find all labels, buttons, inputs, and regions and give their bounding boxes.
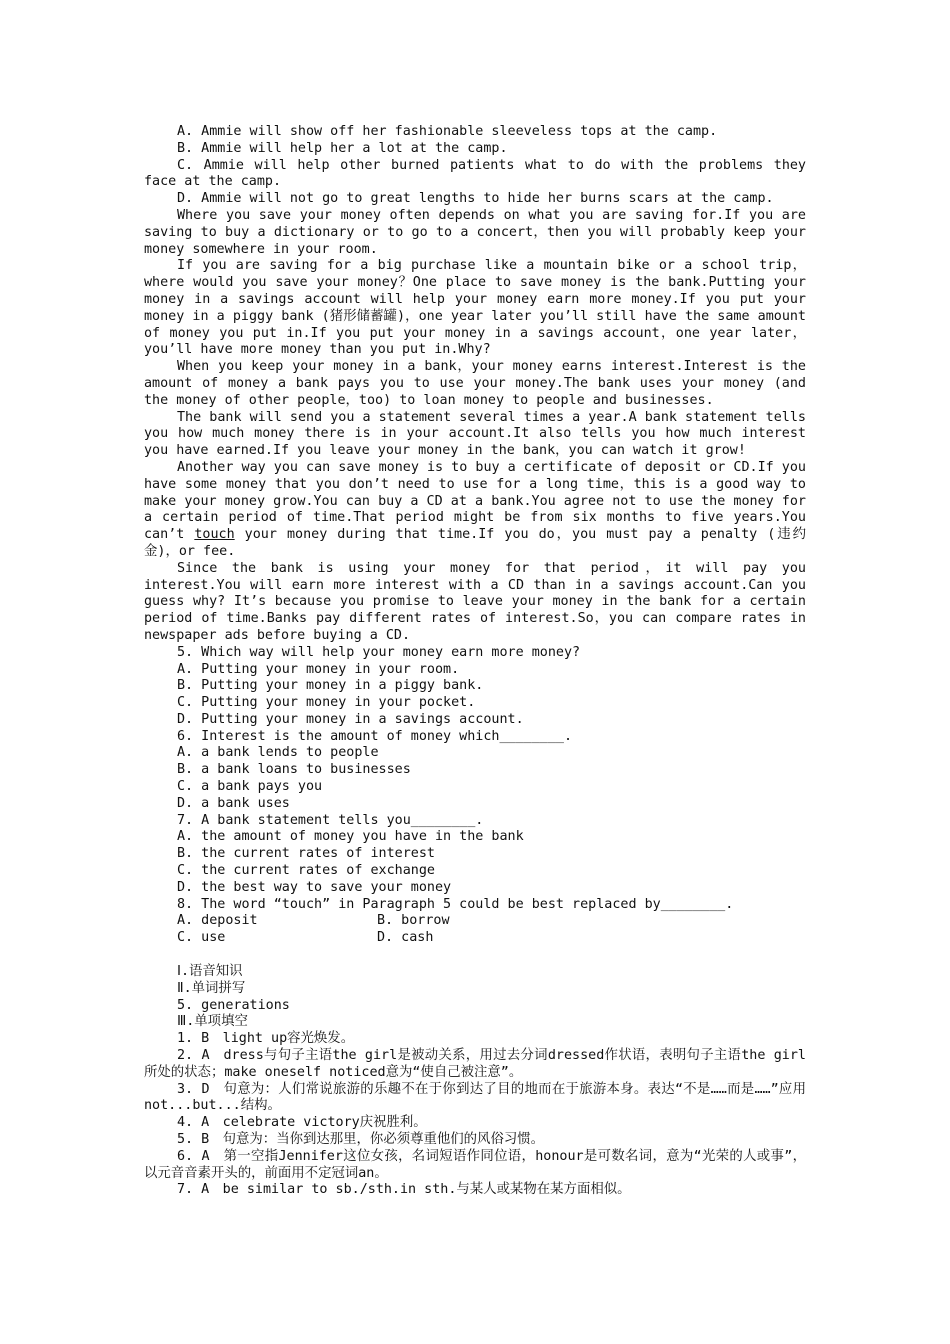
paragraph-5-text-before: Another way you can save money is to buy a certificate of deposit or CD.If you have some money that you don’t need to use for a long time，this is a good way to make your money grow.You can buy a CD at a bank.You agree not to use the money for a certain period of time.That period might be from six months to five years.You can’t bbox=[144, 459, 806, 543]
question-5-option-d: D. Putting your money in a savings account. bbox=[177, 711, 524, 727]
question-7-option-c: C. the current rates of exchange bbox=[177, 863, 435, 879]
question-8-options-row-1 bbox=[144, 913, 806, 930]
section-gap bbox=[144, 947, 806, 964]
question-6-option-b: B. a bank loans to businesses bbox=[177, 762, 411, 778]
answer-section-1-heading: Ⅰ.语音知识 bbox=[177, 964, 243, 980]
underlined-word-touch: touch bbox=[194, 527, 235, 543]
passage-paragraph-1: Where you save your money often depends on what you are saving for.If you are saving to buy a dictionary or to go to a concert，then you will probably keep your money somewhere in your room. bbox=[144, 207, 806, 257]
answer-item-4: 4. A celebrate victory庆祝胜利。 bbox=[177, 1115, 427, 1131]
question-5-option-b: B. Putting your money in a piggy bank. bbox=[177, 678, 484, 694]
question-8-option-c: C. use bbox=[177, 930, 226, 946]
document-page bbox=[144, 124, 806, 1199]
question-5-option-c: C. Putting your money in your pocket. bbox=[177, 695, 476, 711]
passage-paragraph-2: If you are saving for a big purchase like a mountain bike or a school trip，where would you save your money？One place to save money is the bank.Putting your money in a savings account will help your money earn more money.If you put your money in a piggy bank (猪形储蓄罐)，one year later you’ll still have the same amount of money you put in.If you put your money in a savings account，one year later，you’ll have more money than you put in.Why? bbox=[144, 258, 806, 358]
question-6-option-d: D. a bank uses bbox=[177, 795, 290, 811]
question-8-options-row-2 bbox=[144, 930, 806, 947]
answer-item-7: 7. A be similar to sb./sth.in sth.与某人或某物在某方面相似。 bbox=[177, 1182, 631, 1198]
answer-section-2-item: 5. generations bbox=[177, 997, 290, 1013]
question-6-option-c: C. a bank pays you bbox=[177, 779, 323, 795]
answer-item-5: 5. B 句意为：当你到达那里，你必须尊重他们的风俗习惯。 bbox=[177, 1132, 545, 1148]
paragraph-5-text-after: your money during that time.If you do，you must pay a penalty (违约金)，or fee. bbox=[144, 527, 807, 559]
question-8-option-a: A. deposit bbox=[177, 913, 258, 929]
question-6-option-a: A. a bank lends to people bbox=[177, 745, 379, 761]
answer-item-1: 1. B light up容光焕发。 bbox=[177, 1031, 355, 1047]
answer-item-3: 3. D 句意为：人们常说旅游的乐趣不在于你到达了目的地而在于旅游本身。表达“不是……而是……”应用not...but...结构。 bbox=[144, 1081, 806, 1114]
answer-section-3-heading: Ⅲ.单项填空 bbox=[177, 1014, 248, 1030]
answer-section-2-heading: Ⅱ.单词拼写 bbox=[177, 980, 246, 996]
option-a: A. Ammie will show off her fashionable sleeveless tops at the camp. bbox=[177, 124, 718, 139]
question-8-option-d: D. cash bbox=[377, 930, 434, 946]
option-c: C. Ammie will help other burned patients what to do with the problems they face at the camp. bbox=[144, 157, 806, 190]
answer-item-6: 6. A 第一空指Jennifer这位女孩，名词短语作同位语，honour是可数名词，意为“光荣的人或事”，以元音音素开头的，前面用不定冠词an。 bbox=[144, 1148, 806, 1181]
passage-paragraph-4: The bank will send you a statement several times a year.A bank statement tells you how much money there is in your account.It also tells you how much interest you have earned.If you leave your money in the bank，you can watch it grow! bbox=[144, 409, 806, 459]
question-8-stem: 8. The word “touch” in Paragraph 5 could be best replaced by________. bbox=[177, 896, 734, 912]
option-d: D. Ammie will not go to great lengths to hide her burns scars at the camp. bbox=[177, 191, 774, 207]
question-7-option-a: A. the amount of money you have in the bank bbox=[177, 829, 524, 845]
question-8-option-b: B. borrow bbox=[377, 913, 450, 929]
passage-paragraph-5 bbox=[144, 460, 806, 561]
question-7-stem: 7. A bank statement tells you________. bbox=[177, 812, 484, 828]
passage-paragraph-6: Since the bank is using your money for that period，it will pay you interest.You will earn more interest with a CD than in a savings account.Can you guess why? It’s because you promise to leave your money in the bank for a certain period of time.Banks pay different rates of interest.So，you can compare rates in newspaper ads before buying a CD. bbox=[144, 560, 806, 643]
passage-paragraph-3: When you keep your money in a bank，your money earns interest.Interest is the amount of money a bank pays you to use your money.The bank uses your money (and the money of other people，too) to loan money to people and businesses. bbox=[144, 359, 806, 408]
question-7-option-b: B. the current rates of interest bbox=[177, 846, 435, 862]
answer-item-2: 2. A dress与句子主语the girl是被动关系，用过去分词dressed作状语，表明句子主语the girl所处的状态；make oneself noticed意为“使自己被注意”。 bbox=[144, 1048, 806, 1080]
question-6-stem: 6. Interest is the amount of money which________. bbox=[177, 728, 573, 744]
question-5-option-a: A. Putting your money in your room. bbox=[177, 661, 460, 677]
option-b: B. Ammie will help her a lot at the camp. bbox=[177, 140, 508, 156]
question-7-option-d: D. the best way to save your money bbox=[177, 879, 452, 895]
question-5-stem: 5. Which way will help your money earn more money? bbox=[177, 644, 581, 660]
